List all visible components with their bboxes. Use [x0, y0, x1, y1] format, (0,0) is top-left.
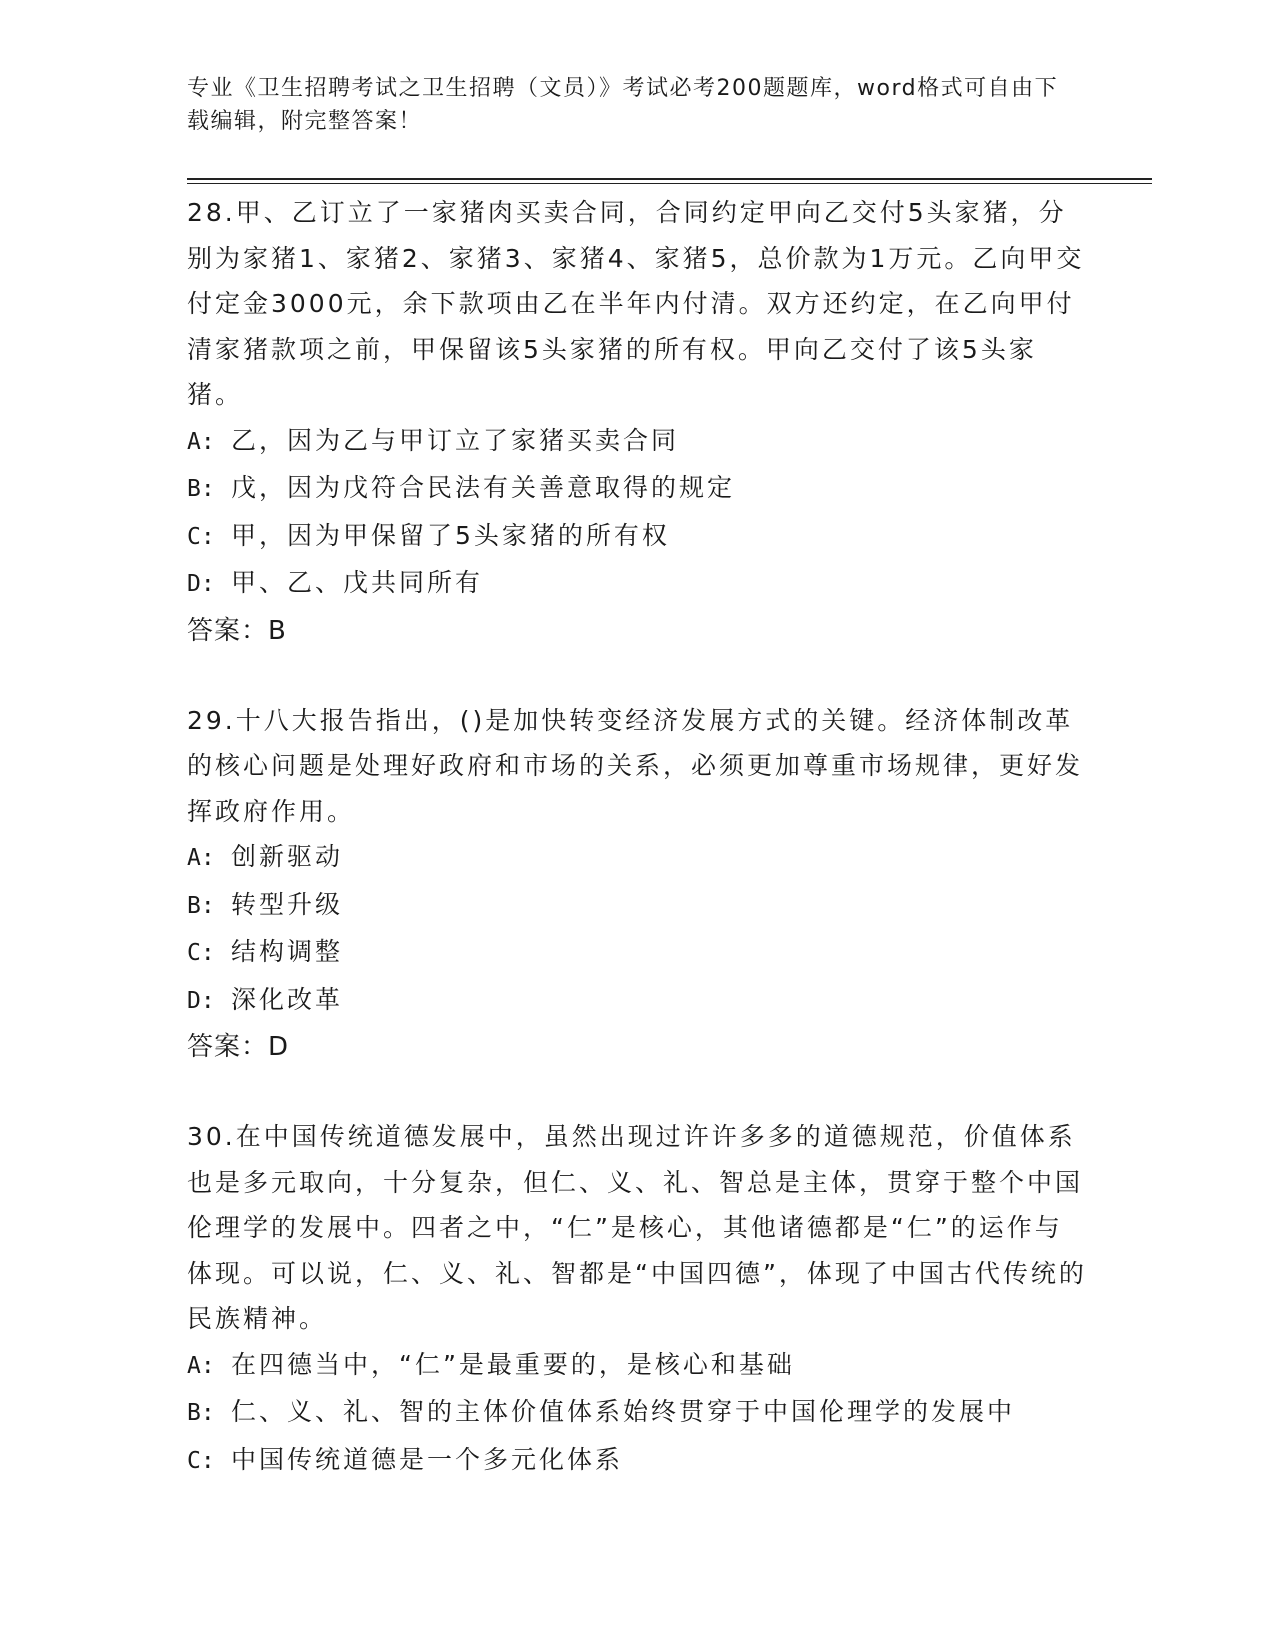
option-text: 戊，因为戊符合民法有关善意取得的规定 [231, 473, 736, 502]
question-stem: 29.十八大报告指出，()是加快转变经济发展方式的关键。经济体制改革的核心问题是处理好政府和市场的关系，必须更加尊重市场规律，更好发挥政府作用。 [187, 705, 1084, 826]
option-text: 仁、义、礼、智的主体价值体系始终贯穿于中国伦理学的发展中 [231, 1397, 1016, 1426]
option-key: A: [187, 845, 215, 871]
answer-line: 答案：B [187, 615, 287, 646]
option-text: 结构调整 [231, 937, 344, 966]
option-d [187, 560, 1087, 608]
option-key: B: [187, 892, 215, 919]
option-key: B: [187, 1400, 215, 1426]
option-b [187, 1389, 1087, 1437]
option-key: B: [187, 476, 215, 502]
option-c [187, 513, 1087, 561]
answer-line: 答案：D [187, 1032, 290, 1062]
option-key: D: [187, 571, 215, 597]
option-text: 乙，因为乙与甲订立了家猪买卖合同 [231, 425, 680, 455]
option-d [187, 977, 1087, 1025]
option-text: 甲，因为甲保留了5头家猪的所有权 [231, 520, 670, 550]
option-text: 中国传统道德是一个多元化体系 [231, 1444, 624, 1474]
option-key: A: [187, 1352, 215, 1379]
option-text: 创新驱动 [231, 842, 344, 871]
question-28 [187, 190, 1087, 654]
option-b [187, 882, 1087, 930]
option-a [187, 834, 1087, 882]
option-a [187, 1342, 1087, 1390]
option-key: D: [187, 987, 215, 1014]
option-key: A: [187, 428, 215, 455]
option-text: 在四德当中，“仁”是最重要的，是核心和基础 [231, 1349, 795, 1379]
question-stem: 28.甲、乙订立了一家猪肉买卖合同，合同约定甲向乙交付5头家猪，分别为家猪1、家猪2、家猪3、家猪4、家猪5，总价款为1万元。乙向甲交付定金3000元，余下款项由乙在半年内付清。双方还约定，在乙向甲付清家猪款项之前，甲保留该5头家猪的所有权。甲向乙交付了该5头家猪。 [187, 198, 1085, 409]
option-text: 转型升级 [231, 889, 344, 919]
question-29 [187, 698, 1087, 1071]
option-c [187, 1437, 1087, 1485]
question-30 [187, 1114, 1087, 1484]
question-stem: 30.在中国传统道德发展中，虽然出现过许许多多的道德规范，价值体系也是多元取向，十分复杂，但仁、义、礼、智总是主体，贯穿于整个中国伦理学的发展中。四者之中，“仁”是核心，其他诸德都是“仁”的运作与体现。可以说，仁、义、礼、智都是“中国四德”，体现了中国古代传统的民族精神。 [187, 1122, 1087, 1333]
option-c [187, 929, 1087, 977]
option-key: C: [187, 1447, 215, 1474]
document-header: 专业《卫生招聘考试之卫生招聘（文员）》考试必考200题题库，word格式可自由下载编辑，附完整答案！ [187, 76, 1059, 134]
header-rule-thick [187, 178, 1152, 180]
option-a [187, 418, 1087, 466]
option-text: 深化改革 [231, 984, 344, 1014]
option-text: 甲、乙、戊共同所有 [231, 568, 484, 597]
option-key: C: [187, 940, 215, 966]
option-b [187, 465, 1087, 513]
option-key: C: [187, 523, 215, 550]
header-rule-thin [187, 183, 1152, 184]
question-list [187, 190, 1087, 1528]
